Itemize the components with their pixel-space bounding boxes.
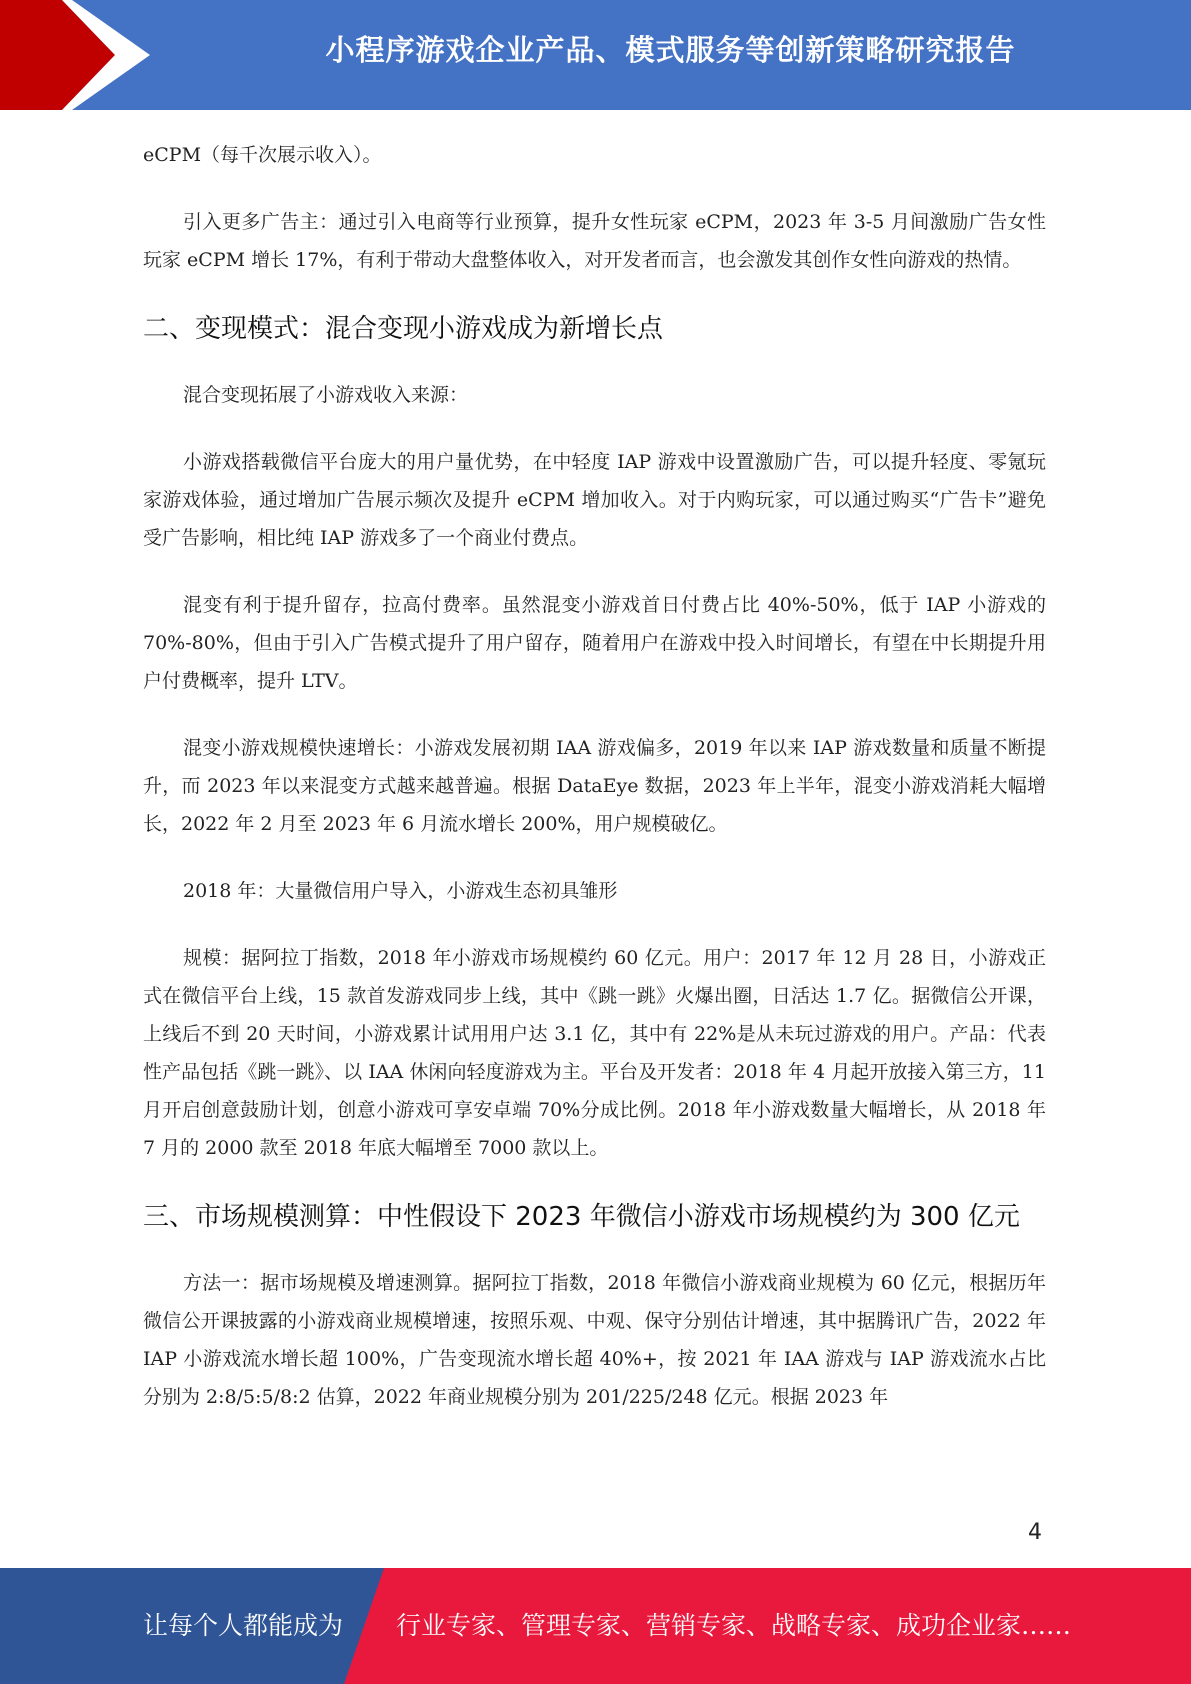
- paragraph-method1: 方法一：据市场规模及增速测算。据阿拉丁指数，2018 年微信小游戏商业规模为 60 亿元，根据历年微信公开课披露的小游戏商业规模增速，按照乐观、中观、保守分别估计增速，其中据腾讯广告，2022 年 IAP 小游戏流水增长超 100%，广告变现流水增长超 40%+，按 2021 年 IAA 游戏与 IAP 游戏流水占比分别为 2:8/5:5/8:2 估算，2022 年商业规模分别为 201/225/248 亿元。根据 2023 年: [143, 1272, 1046, 1408]
- paragraph-hybrid-intro: 混合变现拓展了小游戏收入来源：: [183, 384, 469, 406]
- footer-slogan-right: 行业专家、管理专家、营销专家、战略专家、成功企业家……: [396, 1611, 1072, 1640]
- page-header: [0, 0, 1191, 110]
- red-chevron-icon: [0, 0, 150, 110]
- paragraph-scale: 规模：据阿拉丁指数，2018 年小游戏市场规模约 60 亿元。用户：2017 年 12 月 28 日，小游戏正式在微信平台上线，15 款首发游戏同步上线，其中《跳一跳》火爆出圈，日活达 1.7 亿。据微信公开课，上线后不到 20 天时间，小游戏累计试用用户达 3.1 亿，其中有 22%是从未玩过游戏的用户。产品：代表性产品包括《跳一跳》、以 IAA 休闲向轻度游戏为主。平台及开发者：2018 年 4 月起开放接入第三方，11 月开启创意鼓励计划，创意小游戏可享安卓端 70%分成比例。2018 年小游戏数量大幅增长，从 2018 年 7 月的 2000 款至 2018 年底大幅增至 7000 款以上。: [143, 947, 1046, 1159]
- paragraph-hybrid-wechat: 小游戏搭载微信平台庞大的用户量优势，在中轻度 IAP 游戏中设置激励广告，可以提升轻度、零氪玩家游戏体验，通过增加广告展示频次及提升 eCPM 增加收入。对于内购玩家，可以通过购买“广告卡”避免受广告影响，相比纯 IAP 游戏多了一个商业付费点。: [143, 451, 1046, 549]
- document-body: [143, 136, 1046, 1445]
- section-heading-market: 三、市场规模测算：中性假设下 2023 年微信小游戏市场规模约为 300 亿元: [143, 1202, 1020, 1232]
- page-footer: [0, 1568, 1191, 1684]
- report-title: 小程序游戏企业产品、模式服务等创新策略研究报告: [325, 33, 1016, 67]
- paragraph-retention: 混变有利于提升留存，拉高付费率。虽然混变小游戏首日付费占比 40%-50%，低于 IAP 小游戏的 70%-80%，但由于引入广告模式提升了用户留存，随着用户在游戏中投入时间增长，有望在中长期提升用户付费概率，提升 LTV。: [143, 594, 1046, 692]
- page-number: 4: [1028, 1520, 1042, 1545]
- paragraph-ecpm: eCPM（每千次展示收入）。: [143, 144, 382, 166]
- section-heading-monetization: 二、变现模式：混合变现小游戏成为新增长点: [143, 314, 664, 344]
- paragraph-growth: 混变小游戏规模快速增长：小游戏发展初期 IAA 游戏偏多，2019 年以来 IAP 游戏数量和质量不断提升，而 2023 年以来混变方式越来越普遍。根据 DataEye 数据，2023 年上半年，混变小游戏消耗大幅增长，2022 年 2 月至 2023 年 6 月流水增长 200%，用户规模破亿。: [143, 737, 1046, 835]
- footer-slogan-left: 让每个人都能成为: [143, 1611, 344, 1640]
- paragraph-advertisers: 引入更多广告主：通过引入电商等行业预算，提升女性玩家 eCPM，2023 年 3-5 月间激励广告女性玩家 eCPM 增长 17%，有利于带动大盘整体收入，对开发者而言，也会激发其创作女性向游戏的热情。: [143, 211, 1046, 271]
- paragraph-2018: 2018 年：大量微信用户导入，小游戏生态初具雏形: [183, 880, 618, 902]
